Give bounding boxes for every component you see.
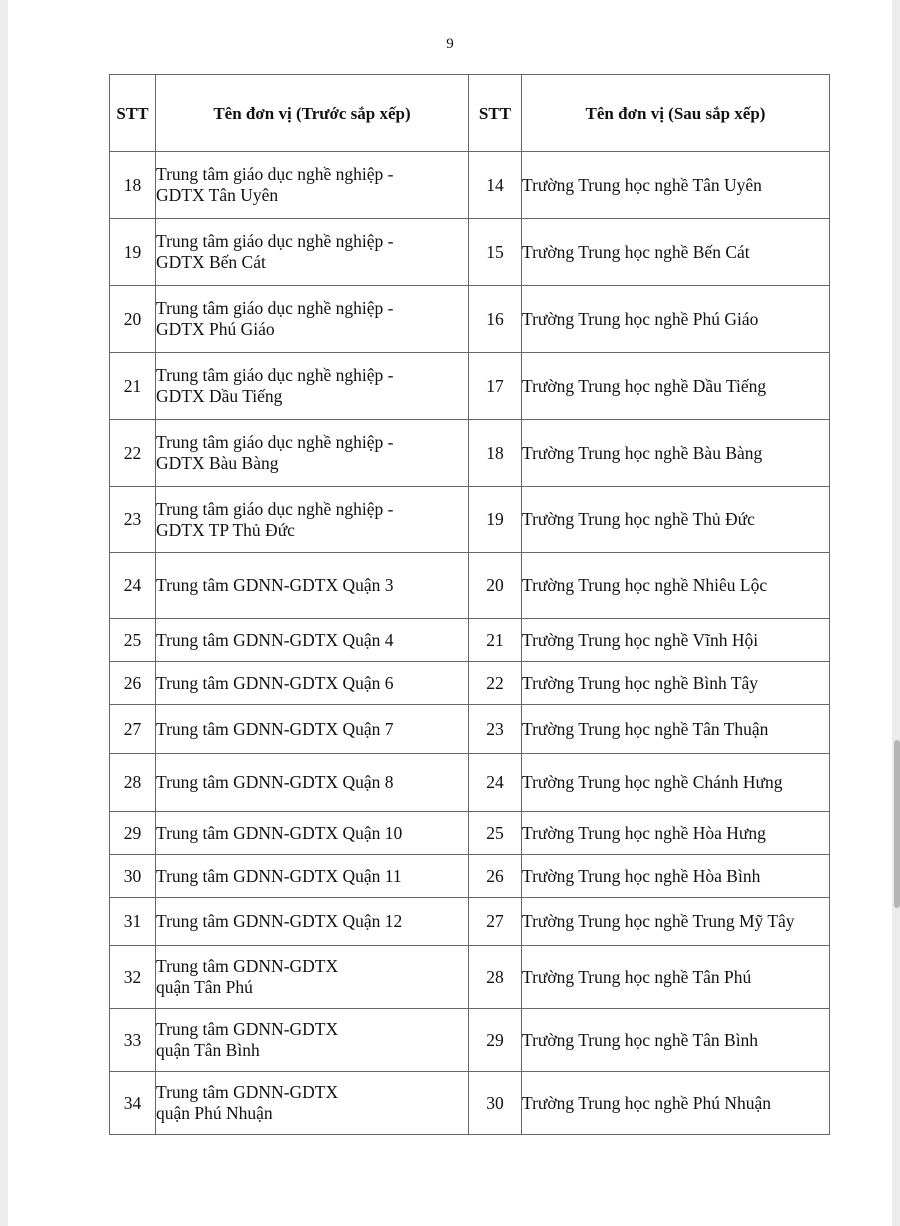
stt-before-cell: 19 <box>110 219 156 286</box>
header-name-after: Tên đơn vị (Sau sắp xếp) <box>522 75 830 152</box>
stt-before-cell: 27 <box>110 705 156 754</box>
table-row <box>110 619 830 662</box>
name-after-cell: Trường Trung học nghề Tân Thuận <box>522 705 830 754</box>
table-row <box>110 1009 830 1072</box>
stt-before-cell: 21 <box>110 353 156 420</box>
name-before-line: Trung tâm GDNN-GDTX Quận 12 <box>156 911 403 931</box>
stt-before-cell: 29 <box>110 812 156 855</box>
name-after-cell: Trường Trung học nghề Hòa Bình <box>522 855 830 898</box>
name-before-cell <box>156 152 469 219</box>
stt-after-cell: 22 <box>469 662 522 705</box>
name-before-cell <box>156 1009 469 1072</box>
stt-after-cell: 26 <box>469 855 522 898</box>
table-row <box>110 553 830 619</box>
table-row <box>110 152 830 219</box>
name-before-cell <box>156 553 469 619</box>
header-name-before: Tên đơn vị (Trước sắp xếp) <box>156 75 469 152</box>
name-before-cell <box>156 219 469 286</box>
name-after-cell: Trường Trung học nghề Bàu Bàng <box>522 420 830 487</box>
table-row <box>110 705 830 754</box>
stt-after-cell: 27 <box>469 898 522 946</box>
name-before-cell <box>156 705 469 754</box>
table-row <box>110 420 830 487</box>
name-after-cell: Trường Trung học nghề Tân Uyên <box>522 152 830 219</box>
name-after-cell: Trường Trung học nghề Chánh Hưng <box>522 754 830 812</box>
table-row <box>110 855 830 898</box>
scrollbar-thumb[interactable] <box>894 740 900 908</box>
name-after-cell: Trường Trung học nghề Phú Nhuận <box>522 1072 830 1135</box>
name-before-line: Trung tâm giáo dục nghề nghiệp - <box>156 432 394 452</box>
name-before-cell <box>156 420 469 487</box>
stt-after-cell: 19 <box>469 487 522 553</box>
stt-after-cell: 16 <box>469 286 522 353</box>
name-before-line: Trung tâm GDNN-GDTX Quận 11 <box>156 865 402 886</box>
header-stt-after: STT <box>469 75 522 152</box>
name-after-cell: Trường Trung học nghề Trung Mỹ Tây <box>522 898 830 946</box>
table-row <box>110 812 830 855</box>
stt-after-cell: 20 <box>469 553 522 619</box>
stt-before-cell: 18 <box>110 152 156 219</box>
stt-before-cell: 31 <box>110 898 156 946</box>
name-before-line: GDTX Dầu Tiếng <box>156 386 283 406</box>
name-before-line: Trung tâm giáo dục nghề nghiệp - <box>156 164 394 184</box>
table-body <box>110 152 830 1135</box>
stt-before-cell: 30 <box>110 855 156 898</box>
name-before-cell <box>156 487 469 553</box>
name-after-cell: Trường Trung học nghề Thủ Đức <box>522 487 830 553</box>
stt-after-cell: 25 <box>469 812 522 855</box>
table-row <box>110 898 830 946</box>
name-after-cell: Trường Trung học nghề Tân Bình <box>522 1009 830 1072</box>
table-row <box>110 219 830 286</box>
name-after-cell: Trường Trung học nghề Tân Phú <box>522 946 830 1009</box>
stt-after-cell: 21 <box>469 619 522 662</box>
header-stt-before: STT <box>110 75 156 152</box>
stt-before-cell: 25 <box>110 619 156 662</box>
name-before-line: Trung tâm GDNN-GDTX <box>156 1019 339 1039</box>
name-after-cell: Trường Trung học nghề Vĩnh Hội <box>522 619 830 662</box>
name-after-cell: Trường Trung học nghề Bến Cát <box>522 219 830 286</box>
name-before-cell <box>156 662 469 705</box>
stt-before-cell: 23 <box>110 487 156 553</box>
name-before-line: Trung tâm GDNN-GDTX Quận 7 <box>156 718 394 739</box>
stt-after-cell: 18 <box>469 420 522 487</box>
name-after-cell: Trường Trung học nghề Dầu Tiếng <box>522 353 830 420</box>
units-table <box>109 74 830 1135</box>
name-before-cell <box>156 286 469 353</box>
name-before-line: GDTX TP Thủ Đức <box>156 519 295 540</box>
table-row <box>110 286 830 353</box>
name-before-line: Trung tâm GDNN-GDTX Quận 8 <box>156 772 394 792</box>
name-before-line: quận Tân Bình <box>156 1040 260 1060</box>
document-page <box>8 0 892 1226</box>
name-before-cell <box>156 946 469 1009</box>
name-before-line: GDTX Tân Uyên <box>156 185 279 205</box>
stt-after-cell: 24 <box>469 754 522 812</box>
name-before-line: Trung tâm giáo dục nghề nghiệp - <box>156 498 394 519</box>
name-before-line: GDTX Bàu Bàng <box>156 453 279 473</box>
name-before-line: GDTX Bến Cát <box>156 252 266 272</box>
table-row <box>110 1072 830 1135</box>
name-before-line: Trung tâm GDNN-GDTX <box>156 956 339 976</box>
name-before-cell <box>156 812 469 855</box>
name-before-line: quận Phú Nhuận <box>156 1103 273 1123</box>
name-before-cell <box>156 353 469 420</box>
table-row <box>110 754 830 812</box>
stt-after-cell: 23 <box>469 705 522 754</box>
name-before-line: Trung tâm giáo dục nghề nghiệp - <box>156 298 394 318</box>
table-row <box>110 487 830 553</box>
table-row <box>110 353 830 420</box>
stt-after-cell: 29 <box>469 1009 522 1072</box>
stt-after-cell: 15 <box>469 219 522 286</box>
name-before-line: Trung tâm GDNN-GDTX Quận 10 <box>156 822 403 843</box>
stt-before-cell: 22 <box>110 420 156 487</box>
stt-before-cell: 32 <box>110 946 156 1009</box>
name-before-line: Trung tâm giáo dục nghề nghiệp - <box>156 365 394 385</box>
stt-before-cell: 28 <box>110 754 156 812</box>
name-after-cell: Trường Trung học nghề Phú Giáo <box>522 286 830 353</box>
name-before-cell <box>156 855 469 898</box>
stt-before-cell: 20 <box>110 286 156 353</box>
name-after-cell: Trường Trung học nghề Hòa Hưng <box>522 812 830 855</box>
table-row <box>110 946 830 1009</box>
name-after-cell: Trường Trung học nghề Nhiêu Lộc <box>522 553 830 619</box>
name-before-line: quận Tân Phú <box>156 977 253 997</box>
name-before-cell <box>156 619 469 662</box>
table-row <box>110 662 830 705</box>
name-after-cell: Trường Trung học nghề Bình Tây <box>522 662 830 705</box>
name-before-line: Trung tâm GDNN-GDTX Quận 4 <box>156 629 394 650</box>
stt-before-cell: 34 <box>110 1072 156 1135</box>
page-number: 9 <box>446 36 454 52</box>
name-before-line: Trung tâm GDNN-GDTX Quận 3 <box>156 575 394 595</box>
stt-before-cell: 26 <box>110 662 156 705</box>
stt-after-cell: 14 <box>469 152 522 219</box>
name-before-cell <box>156 754 469 812</box>
stt-before-cell: 33 <box>110 1009 156 1072</box>
name-before-line: Trung tâm giáo dục nghề nghiệp - <box>156 231 394 251</box>
table-header-row <box>110 75 830 152</box>
stt-before-cell: 24 <box>110 553 156 619</box>
name-before-line: GDTX Phú Giáo <box>156 319 275 339</box>
name-before-cell <box>156 898 469 946</box>
stt-after-cell: 17 <box>469 353 522 420</box>
stt-after-cell: 28 <box>469 946 522 1009</box>
name-before-line: Trung tâm GDNN-GDTX Quận 6 <box>156 672 394 693</box>
name-before-cell <box>156 1072 469 1135</box>
stt-after-cell: 30 <box>469 1072 522 1135</box>
name-before-line: Trung tâm GDNN-GDTX <box>156 1082 339 1102</box>
